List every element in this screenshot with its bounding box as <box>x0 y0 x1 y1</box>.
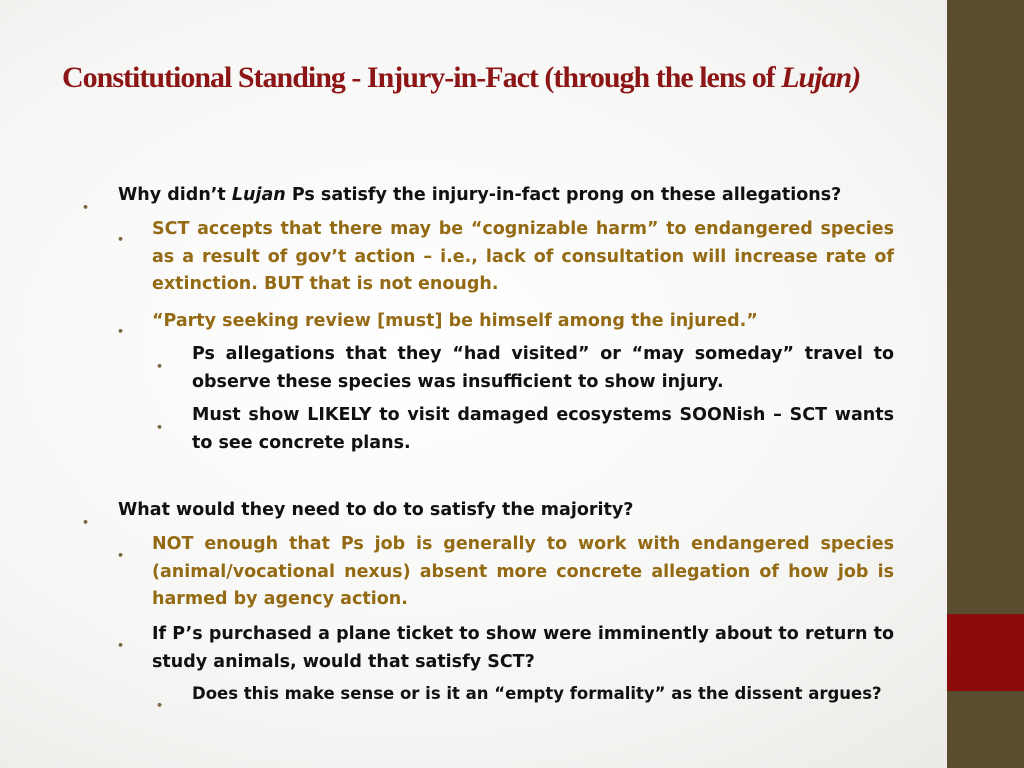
right-accent-block <box>947 614 1024 691</box>
bullet-marker: • <box>156 360 164 373</box>
bullet-marker: • <box>117 233 125 246</box>
bullet-1-pre: Why didn’t <box>118 185 232 205</box>
bullet-marker: • <box>117 549 125 562</box>
title-text: Constitutional Standing - Injury-in-Fact (through the lens of <box>62 61 782 94</box>
bullet-marker: • <box>156 699 164 712</box>
bullet-marker: • <box>156 421 164 434</box>
bullet-marker: • <box>82 516 90 529</box>
bullet-2-sub-1: NOT enough that Ps job is generally to work with endangered species (animal/vocational nexus) absent more concrete allegation of how job is harmed by agency action. <box>152 534 894 609</box>
bullet-1-sub-2: “Party seeking review [must] be himself among the injured.” <box>152 311 758 331</box>
bullet-2: What would they need to do to satisfy the majority? <box>118 500 634 520</box>
bullet-1-post: Ps satisfy the injury-in-fact prong on these allegations? <box>285 185 842 205</box>
bullet-marker: • <box>117 639 125 652</box>
bullet-1-sub-2a: Ps allegations that they “had visited” or “may someday” travel to observe these species was insufficient to show injury. <box>192 344 894 392</box>
bullet-1-sub-1: SCT accepts that there may be “cognizable harm” to endangered species as a result of gov’t action – i.e., lack of consultation will increase rate of extinction. BUT that is not enough. <box>152 219 894 294</box>
bullet-marker: • <box>82 201 90 214</box>
bullet-1-italic: Lujan <box>231 185 286 205</box>
bullet-1-sub-2b: Must show LIKELY to visit damaged ecosystems SOONish – SCT wants to see concrete plans. <box>192 405 894 453</box>
bullet-2-sub-2: If P’s purchased a plane ticket to show were imminently about to return to study animals, would that satisfy SCT? <box>152 624 894 672</box>
bullet-1 <box>118 182 898 210</box>
bullet-marker: • <box>117 325 125 338</box>
title-italic: Lujan) <box>781 61 861 94</box>
bullet-2-sub-2a: Does this make sense or is it an “empty formality” as the dissent argues? <box>192 684 882 703</box>
